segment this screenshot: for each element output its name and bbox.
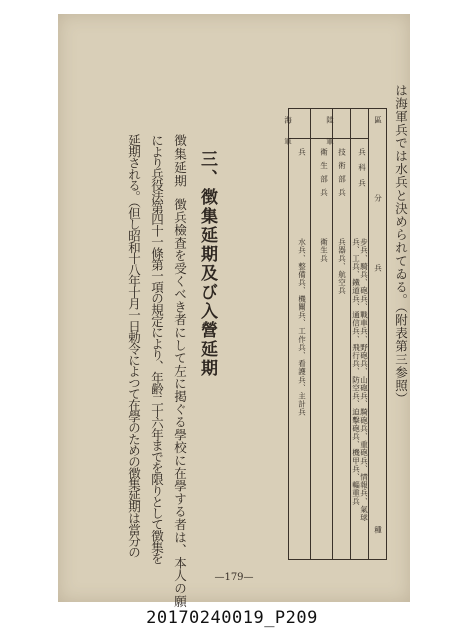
col-header-1: 區 bbox=[373, 116, 383, 125]
body-line: 延期される。（但し昭和十八年十月一日勅令によつて在學のための徴集延期は當分の bbox=[126, 134, 142, 558]
navy-label: 海軍 bbox=[283, 116, 293, 159]
carryover-line: は海軍兵では水兵と決められてゐる。（附表第三参照） bbox=[393, 84, 409, 406]
army-navy-divider bbox=[310, 108, 311, 560]
col-header-4: 種 bbox=[373, 526, 383, 535]
row-types: 衛生兵 bbox=[319, 238, 329, 263]
row-divider-1 bbox=[332, 108, 333, 560]
row-types: 兵、工兵、鐵道兵、通信兵、飛行兵、防空兵、迫擊砲兵、機甲兵、輜重兵 bbox=[351, 238, 361, 506]
col-header-3: 兵 bbox=[373, 264, 383, 273]
row-category: 衛生部兵 bbox=[319, 148, 329, 202]
table-left-border bbox=[288, 108, 289, 560]
row-types: 兵器兵、航空兵 bbox=[337, 238, 347, 295]
table-top-border bbox=[288, 108, 386, 109]
row-category: 技術部兵 bbox=[337, 148, 347, 202]
body-line: により兵役法第四十一條第一項の規定により、年齢二十六年までを限りとして徴集を bbox=[149, 134, 165, 564]
body-line: 徴兵檢査を受くべき者にして左に掲ぐる學校に在學する者は、本人の願 bbox=[172, 198, 188, 608]
row-category: 兵科兵 bbox=[357, 148, 367, 195]
row-types: 水兵、整備兵、機關兵、工作兵、看護兵、主計兵 bbox=[297, 238, 307, 417]
archive-id-caption: 20170240019_P209 bbox=[146, 608, 318, 628]
row-category: 兵 bbox=[297, 148, 307, 157]
row-types: 步兵、騎兵、砲兵、戰車兵、野砲兵、山砲兵、騎砲兵、重砲兵、情報兵、氣球 bbox=[359, 238, 369, 522]
col-header-2: 分 bbox=[373, 194, 383, 203]
row-divider-2 bbox=[350, 108, 351, 560]
army-label: 陸軍 bbox=[325, 116, 335, 159]
military-branch-table bbox=[283, 108, 410, 560]
table-bottom-border bbox=[288, 559, 386, 560]
table-right-border bbox=[386, 108, 387, 560]
page-number: —179— bbox=[214, 572, 254, 583]
subheading: 徴集延期 bbox=[172, 134, 188, 188]
section-heading: 三、徴集延期及び入營延期 bbox=[197, 150, 217, 378]
book-page bbox=[58, 14, 410, 608]
